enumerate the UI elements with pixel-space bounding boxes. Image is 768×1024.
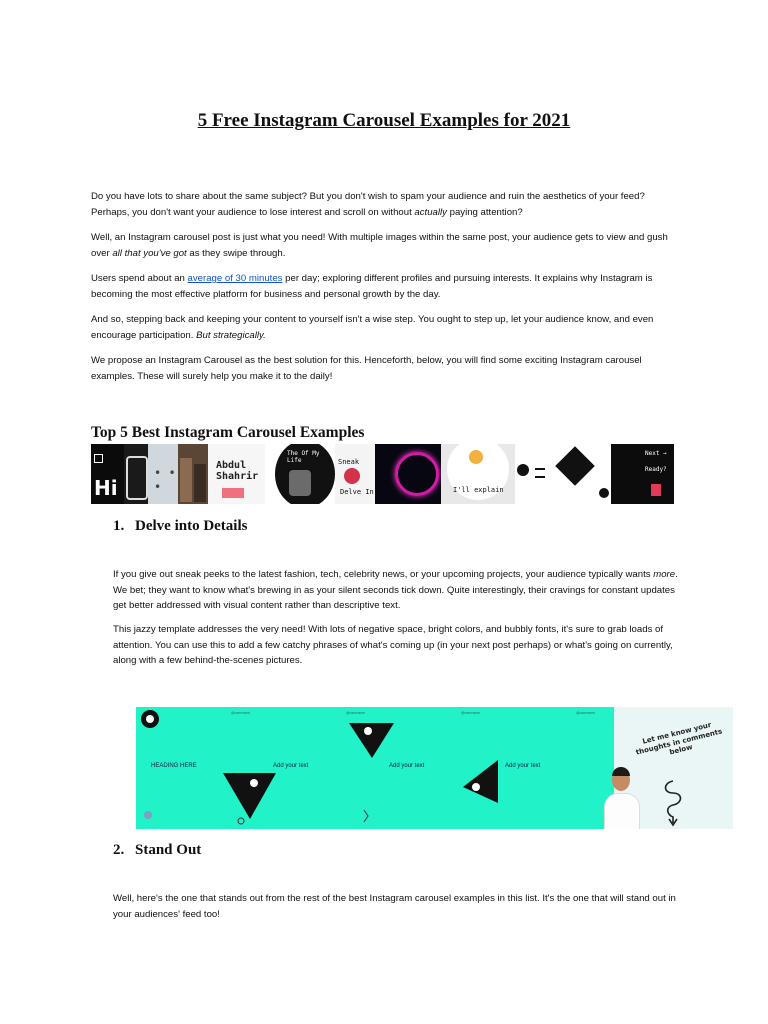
delve-template-banner: @username @username @username @username HEADING HERE Add your text Add your text Add your text Let me know your thoughts in comments below: [136, 707, 733, 829]
add-text-label-3: Add your text: [505, 763, 541, 769]
thumb-profile-intro: Abdul Shahrir: [208, 444, 265, 504]
add-text-label-1: Add your text: [273, 763, 309, 769]
thumb-story-circle: The Of My Life: [265, 444, 335, 504]
intro-paragraph-5: We propose an Instagram Carousel as the best solution for this. Henceforth, below, you will find some exciting Instagram carousel examples. These will surely help you make it to the daily!: [91, 355, 642, 382]
intro-paragraph-1: Do you have lots to share about the same subject? But you don't wish to spam your audience and ruin the aesthetics of your feed? Perhaps, you don't want your audience to lose interest and scroll on without actually paying attention?: [91, 191, 645, 218]
intro-paragraph-4: And so, stepping back and keeping your content to yourself isn't a wise step. You ought to step up, let your audience know, and even encourage participation. But strategically.: [91, 314, 654, 341]
banner-triangles: [136, 707, 614, 829]
article-title: 5 Free Instagram Carousel Examples for 2021: [197, 110, 571, 131]
add-text-label-2: Add your text: [389, 763, 425, 769]
intro-paragraph-2: Well, an Instagram carousel post is just what you need! With multiple images within the same post, your audience gets to view and gush over all that you've got as they swipe through.: [91, 232, 668, 259]
thumb-neon-ring: [375, 444, 441, 504]
section-2-paragraph-1: Well, here's the one that stands out from the rest of the best Instagram carousel examples in this list. It's the one that will stand out in your audiences' feed too!: [113, 893, 676, 920]
squiggle-arrow-icon: [659, 779, 689, 827]
average-30-minutes-link[interactable]: average of 30 minutes: [187, 273, 283, 284]
thumb-hi: Hi: [91, 444, 124, 504]
presenter-photo: [602, 769, 640, 829]
thumb-sneak-delve: Sneak Delve In: [335, 444, 375, 504]
carousel-examples-strip: [91, 444, 674, 504]
thumb-geometric-shapes: [515, 444, 611, 504]
section-1-paragraph-2: This jazzy template addresses the very need! With lots of negative space, bright colors, and bubbly fonts, it's sure to grab loads of attention. You can use this to add a few catchy phrases of what's coming up (in your next post perhaps) or what's going on currently, along with a few behind-the-scenes pictures.: [113, 624, 673, 666]
thumb-next-ready: Next → Ready?: [611, 444, 674, 504]
section-1-heading: 1. Delve into Details: [113, 518, 248, 534]
thumb-outline-letters: [124, 444, 148, 504]
thumb-ill-explain: I'll explain: [441, 444, 515, 504]
thumb-dots: • • •: [148, 444, 178, 504]
intro-paragraph-3: Users spend about an average of 30 minutes per day; exploring different profiles and pursuing interests. It explains why Instagram is becoming the most effective platform for business and personal growth by the day.: [91, 273, 653, 300]
section-2-heading: 2. Stand Out: [113, 842, 202, 858]
comments-prompt: Let me know your thoughts in comments below: [634, 720, 723, 757]
section-1-paragraph-1: If you give out sneak peeks to the latest fashion, tech, celebrity news, or your upcoming projects, your audience typically wants more. We bet; they want to know what's brewing in as your silent seconds tick down. Quite interestingly, their cravings for constant updates get better addressed with visual content rather than descriptive text.: [113, 569, 678, 611]
top5-heading: Top 5 Best Instagram Carousel Examples: [91, 424, 365, 441]
heading-here-label: HEADING HERE: [151, 763, 197, 769]
thumb-photo-collage: [178, 444, 208, 504]
